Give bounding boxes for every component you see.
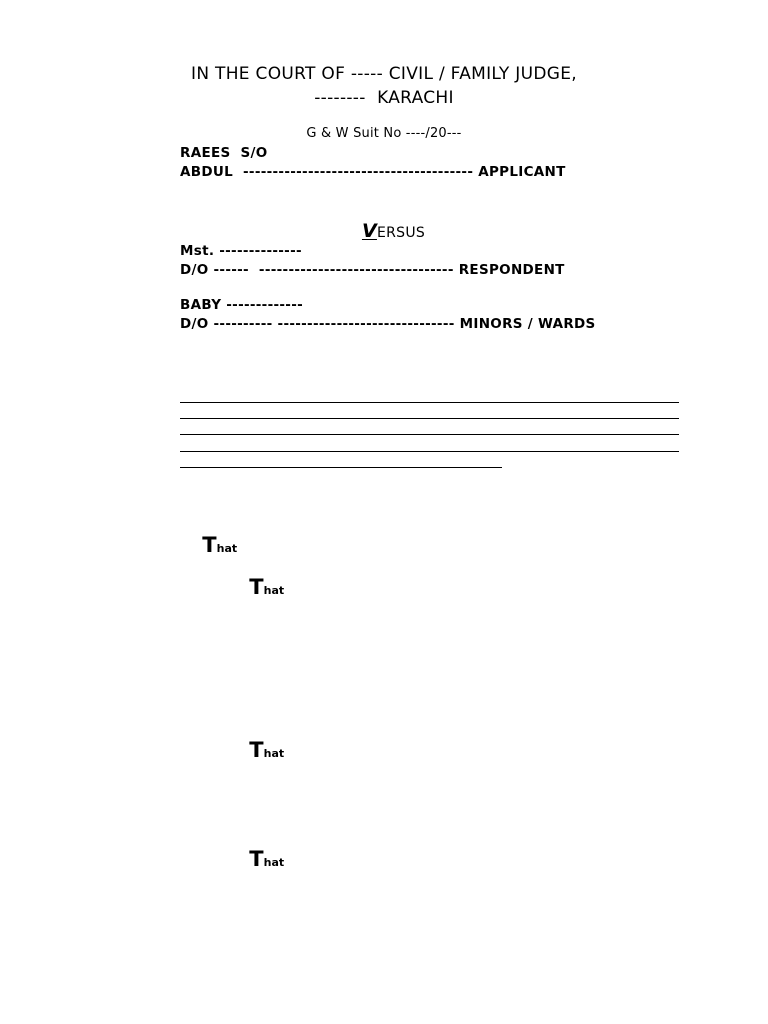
versus-heading [0,204,768,258]
paragraph-2-initial: T [249,575,264,599]
paragraph-4-initial: T [249,847,264,871]
paragraph-4-rest: hat [263,856,285,869]
court-heading-line-1: IN THE COURT OF ----- CIVIL / FAMILY JUDGE, [191,64,577,84]
paragraph-2-rest: hat [263,584,285,597]
paragraph-1-initial: T [202,533,217,557]
applicant-parentage: ABDUL --------------------------------------- APPLICANT [180,164,566,180]
paragraph-3-rest: hat [263,747,285,760]
paragraph-2 [227,556,284,618]
minor-name: BABY ------------- [180,297,304,313]
versus-rest: ERSUS [376,225,426,241]
minor-parentage: D/O ---------- ------------------------------ MINORS / WARDS [180,316,596,332]
paragraph-3 [227,719,284,781]
court-heading-line-2: -------- KARACHI [314,88,454,108]
respondent-parentage: D/O ------ --------------------------------- RESPONDENT [180,262,565,278]
respondent-name: Mst. -------------- [180,243,302,259]
paragraph-4 [227,828,284,890]
suit-number: G & W Suit No ----/20--- [306,126,462,141]
applicant-name: RAEES S/O [180,145,268,161]
subject-line-2 [180,418,679,419]
subject-line-5 [180,467,502,468]
subject-line-3 [180,434,679,435]
subject-line-1 [180,402,679,403]
subject-line-4 [180,451,679,452]
versus-initial: V [361,220,377,242]
paragraph-1-rest: hat [216,542,238,555]
paragraph-3-initial: T [249,738,264,762]
